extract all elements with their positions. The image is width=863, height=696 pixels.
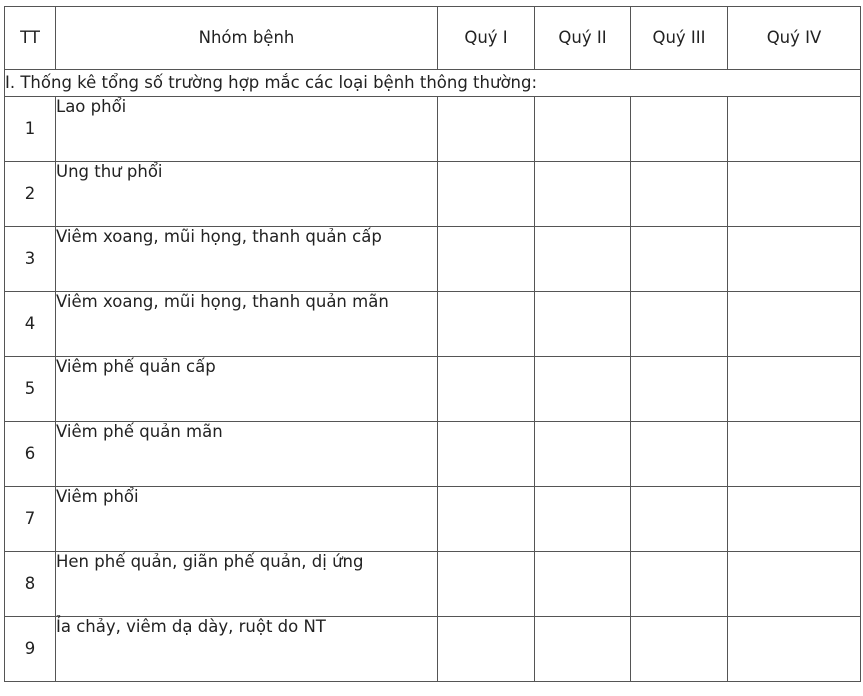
disease-statistics-table <box>4 6 861 682</box>
row-number: 2 <box>5 162 56 227</box>
cell-q3[interactable] <box>631 292 728 357</box>
disease-name: Ung thư phổi <box>56 162 438 227</box>
cell-q4[interactable] <box>728 357 861 422</box>
disease-name: Viêm xoang, mũi họng, thanh quản mãn <box>56 292 438 357</box>
header-quarter-2: Quý II <box>535 7 631 70</box>
cell-q4[interactable] <box>728 162 861 227</box>
cell-q3[interactable] <box>631 422 728 487</box>
cell-q4[interactable] <box>728 422 861 487</box>
cell-q1[interactable] <box>438 97 535 162</box>
cell-q4[interactable] <box>728 487 861 552</box>
cell-q2[interactable] <box>535 162 631 227</box>
header-disease-group: Nhóm bệnh <box>56 7 438 70</box>
cell-q1[interactable] <box>438 162 535 227</box>
cell-q1[interactable] <box>438 487 535 552</box>
cell-q3[interactable] <box>631 487 728 552</box>
cell-q1[interactable] <box>438 292 535 357</box>
section-row <box>5 70 861 97</box>
cell-q2[interactable] <box>535 97 631 162</box>
row-number: 3 <box>5 227 56 292</box>
row-number: 6 <box>5 422 56 487</box>
cell-q4[interactable] <box>728 617 861 682</box>
cell-q3[interactable] <box>631 162 728 227</box>
table-row <box>5 227 861 292</box>
header-row <box>5 7 861 70</box>
disease-name: Lao phổi <box>56 97 438 162</box>
row-number: 9 <box>5 617 56 682</box>
header-quarter-1: Quý I <box>438 7 535 70</box>
disease-name: Viêm phổi <box>56 487 438 552</box>
table-row <box>5 487 861 552</box>
cell-q4[interactable] <box>728 97 861 162</box>
cell-q2[interactable] <box>535 227 631 292</box>
cell-q4[interactable] <box>728 552 861 617</box>
disease-name: Viêm xoang, mũi họng, thanh quản cấp <box>56 227 438 292</box>
row-number: 4 <box>5 292 56 357</box>
table-row <box>5 162 861 227</box>
table-row <box>5 97 861 162</box>
row-number: 1 <box>5 97 56 162</box>
cell-q1[interactable] <box>438 617 535 682</box>
cell-q3[interactable] <box>631 357 728 422</box>
cell-q2[interactable] <box>535 422 631 487</box>
disease-name: Hen phế quản, giãn phế quản, dị ứng <box>56 552 438 617</box>
cell-q4[interactable] <box>728 227 861 292</box>
disease-name: Viêm phế quản cấp <box>56 357 438 422</box>
table-row <box>5 292 861 357</box>
row-number: 7 <box>5 487 56 552</box>
cell-q4[interactable] <box>728 292 861 357</box>
cell-q1[interactable] <box>438 552 535 617</box>
cell-q3[interactable] <box>631 227 728 292</box>
cell-q2[interactable] <box>535 357 631 422</box>
cell-q1[interactable] <box>438 227 535 292</box>
table-row <box>5 422 861 487</box>
table-row <box>5 357 861 422</box>
cell-q3[interactable] <box>631 552 728 617</box>
row-number: 5 <box>5 357 56 422</box>
header-quarter-3: Quý III <box>631 7 728 70</box>
header-quarter-4: Quý IV <box>728 7 861 70</box>
table-row <box>5 617 861 682</box>
cell-q2[interactable] <box>535 552 631 617</box>
cell-q2[interactable] <box>535 617 631 682</box>
disease-name: Viêm phế quản mãn <box>56 422 438 487</box>
table-row <box>5 552 861 617</box>
header-tt: TT <box>5 7 56 70</box>
cell-q1[interactable] <box>438 357 535 422</box>
disease-name: Ỉa chảy, viêm dạ dày, ruột do NT <box>56 617 438 682</box>
section-title: I. Thống kê tổng số trường hợp mắc các loại bệnh thông thường: <box>5 70 861 97</box>
cell-q2[interactable] <box>535 292 631 357</box>
cell-q3[interactable] <box>631 97 728 162</box>
cell-q2[interactable] <box>535 487 631 552</box>
cell-q3[interactable] <box>631 617 728 682</box>
row-number: 8 <box>5 552 56 617</box>
cell-q1[interactable] <box>438 422 535 487</box>
